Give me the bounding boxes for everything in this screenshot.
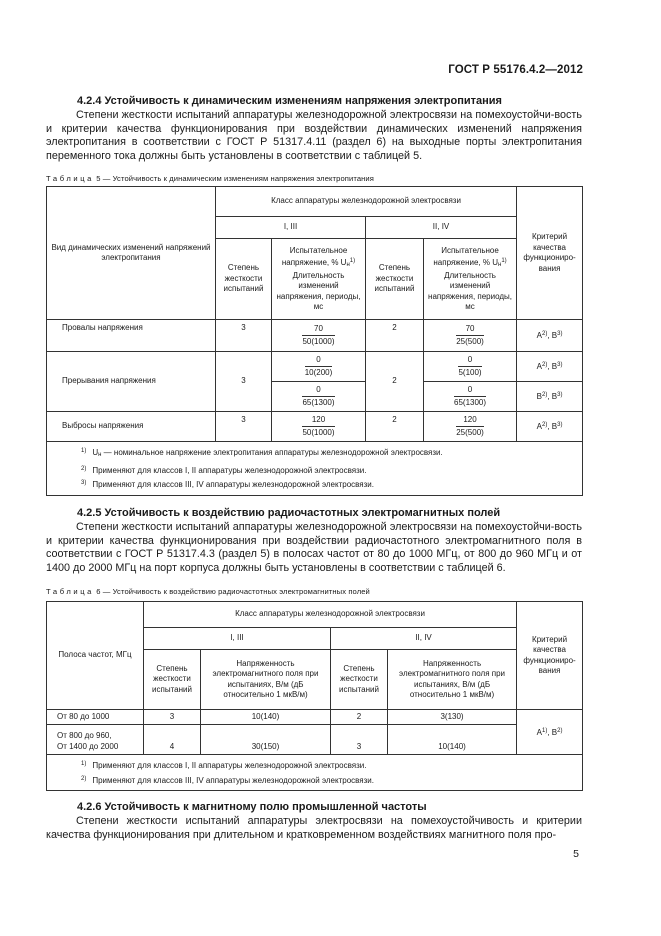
row-name: Прерывания напряжения xyxy=(47,352,216,412)
criteria-cell: $A^{1)}$, $B^{2)}$ xyxy=(517,710,583,755)
band-cell: От 800 до 960, От 1400 до 2000 xyxy=(47,725,144,755)
degree-cell: 4 xyxy=(144,725,201,755)
table-5-header-degree-2: Степень жесткости испытаний xyxy=(366,239,424,320)
degree-cell: 3 xyxy=(216,412,272,442)
footnote: $^{1)}$ Применяют для классов I, II аппаратуры железнодорожной электросвязи. xyxy=(81,761,367,770)
criteria-cell: $B^{2)}$, $B^{3)}$ xyxy=(517,382,583,412)
table-5-header-criteria: Критерий качества функциониро-вания xyxy=(517,187,583,320)
table-5-header-group-1: I, III xyxy=(216,217,366,239)
criteria-cell: $A^{2)}$, $B^{3)}$ xyxy=(517,352,583,382)
table-5-header-group-2: II, IV xyxy=(366,217,517,239)
criteria-cell: $A^{2)}$, $B^{3)}$ xyxy=(517,320,583,352)
voltage-cell: $\frac{70}{25(500)}$ xyxy=(424,320,517,352)
table-6-caption-text: 6 — Устойчивость к воздействию радиочастотных электромагнитных полей xyxy=(96,587,370,596)
section-4-2-6-text: Степени жесткости испытаний аппаратуры электросвязи на помехоустойчивость и критерии качества функционирования при длительном и кратковременном воздействиях магнитного поля про- xyxy=(46,815,582,841)
table-6-footnotes xyxy=(47,755,583,791)
degree-cell: 3 xyxy=(331,725,388,755)
table-5-header-voltage-1: Испытательное напряжение, % $U_н^{1)}$ Длительность изменений напряжения, периоды, мс xyxy=(272,239,366,320)
table-5-caption xyxy=(46,174,374,183)
table-6-header-criteria: Критерий качества функциониро-вания xyxy=(517,602,583,710)
degree-cell: 2 xyxy=(366,352,424,412)
field-cell: 10(140) xyxy=(388,725,517,755)
table-6-header-field-2: Напряженность электромагнитного поля при испытаниях, В/м (дБ относительно 1 мкВ/м) xyxy=(388,650,517,710)
table-5-footnotes xyxy=(47,442,583,496)
table-5-caption-word: Таблица xyxy=(46,174,94,183)
section-4-2-5-title: 4.2.5 Устойчивость к воздействию радиочастотных электромагнитных полей xyxy=(77,507,501,519)
degree-cell: 3 xyxy=(216,320,272,352)
degree-cell: 2 xyxy=(366,412,424,442)
table-5 xyxy=(46,186,583,496)
table-5-header-voltage-2: Испытательное напряжение, % $U_н^{1)}$ Длительность изменений напряжения, периоды, мс xyxy=(424,239,517,320)
page-number: 5 xyxy=(573,848,579,860)
table-6-header-degree-1: Степень жесткости испытаний xyxy=(144,650,201,710)
table-6-header-group-1: I, III xyxy=(144,628,331,650)
table-6-header-group-2: II, IV xyxy=(331,628,517,650)
table-6-header-band: Полоса частот, МГц xyxy=(47,602,144,710)
row-name: Выбросы напряжения xyxy=(47,412,216,442)
table-row xyxy=(47,710,583,725)
voltage-cell: $\frac{120}{50(1000)}$ xyxy=(272,412,366,442)
voltage-cell: $\frac{0}{65(1300)}$ xyxy=(424,382,517,412)
table-row xyxy=(47,320,583,352)
table-6-header-class: Класс аппаратуры железнодорожной электросвязи xyxy=(144,602,517,628)
voltage-cell: $\frac{0}{10(200)}$ xyxy=(272,352,366,382)
section-4-2-5-text: Степени жесткости испытаний аппаратуры железнодорожной электросвязи на помехоустойчи-вость и критерии качества функционирования при воздействии радиочастотного электромагнитного поля в соответствии с ГОСТ Р 51317.4.3 (раздел 5) в полосах частот от 80 до 1000 МГц, от 800 до 960 МГц и от 1400 до 2000 МГц на порт корпуса должны быть установлены в соответствии с таблицей 6. xyxy=(46,521,582,574)
voltage-cell: $\frac{70}{50(1000)}$ xyxy=(272,320,366,352)
row-name: Провалы напряжения xyxy=(47,320,216,352)
table-6 xyxy=(46,601,583,791)
table-6-caption-word: Таблица xyxy=(46,587,94,596)
field-cell: 3(130) xyxy=(388,710,517,725)
section-4-2-4-title: 4.2.4 Устойчивость к динамическим изменениям напряжения электропитания xyxy=(77,95,502,107)
table-6-header-field-1: Напряженность электромагнитного поля при испытаниях, В/м (дБ относительно 1 мкВ/м) xyxy=(201,650,331,710)
voltage-cell: $\frac{0}{65(1300)}$ xyxy=(272,382,366,412)
footnote: $^{1)}$ $U_н$ — номинальное напряжение электропитания аппаратуры железнодорожной электросвязи. xyxy=(81,448,443,458)
degree-cell: 2 xyxy=(366,320,424,352)
section-4-2-6-title: 4.2.6 Устойчивость к магнитному полю промышленной частоты xyxy=(77,801,427,813)
footnote: $^{2)}$ Применяют для классов III, IV аппаратуры железнодорожной электросвязи. xyxy=(81,775,374,785)
voltage-cell: $\frac{0}{5(100)}$ xyxy=(424,352,517,382)
table-row xyxy=(47,412,583,442)
table-5-caption-text: 5 — Устойчивость к динамическим изменениям напряжения электропитания xyxy=(96,174,374,183)
degree-cell: 3 xyxy=(216,352,272,412)
table-6-caption xyxy=(46,587,370,596)
table-5-header-degree-1: Степень жесткости испытаний xyxy=(216,239,272,320)
table-row xyxy=(47,352,583,382)
section-4-2-4-text: Степени жесткости испытаний аппаратуры железнодорожной электросвязи на помехоустойчи-вость и критерии качества функционирования при воздействии динамических изменений напряжения электропитания в соответствии с ГОСТ Р 51317.4.11 (раздел 6) на выходные порты электропитания переменного тока должны быть установлены в соответствии с таблицей 5. xyxy=(46,109,582,162)
table-5-header-kind: Вид динамических изменений напряжений электропитания xyxy=(47,187,216,320)
degree-cell: 2 xyxy=(331,710,388,725)
band-cell: От 80 до 1000 xyxy=(47,710,144,725)
table-row xyxy=(47,725,583,755)
degree-cell: 3 xyxy=(144,710,201,725)
document-code: ГОСТ Р 55176.4.2—2012 xyxy=(448,64,583,76)
voltage-cell: $\frac{120}{25(500)}$ xyxy=(424,412,517,442)
table-5-header-class: Класс аппаратуры железнодорожной электросвязи xyxy=(216,187,517,217)
field-cell: 10(140) xyxy=(201,710,331,725)
table-6-header-degree-2: Степень жесткости испытаний xyxy=(331,650,388,710)
footnote: $^{3)}$ Применяют для классов III, IV аппаратуры железнодорожной электросвязи. xyxy=(81,480,374,489)
footnote: $^{2)}$ Применяют для классов I, II аппаратуры железнодорожной электросвязи. xyxy=(81,465,367,475)
criteria-cell: $A^{2)}$, $B^{3)}$ xyxy=(517,412,583,442)
field-cell: 30(150) xyxy=(201,725,331,755)
